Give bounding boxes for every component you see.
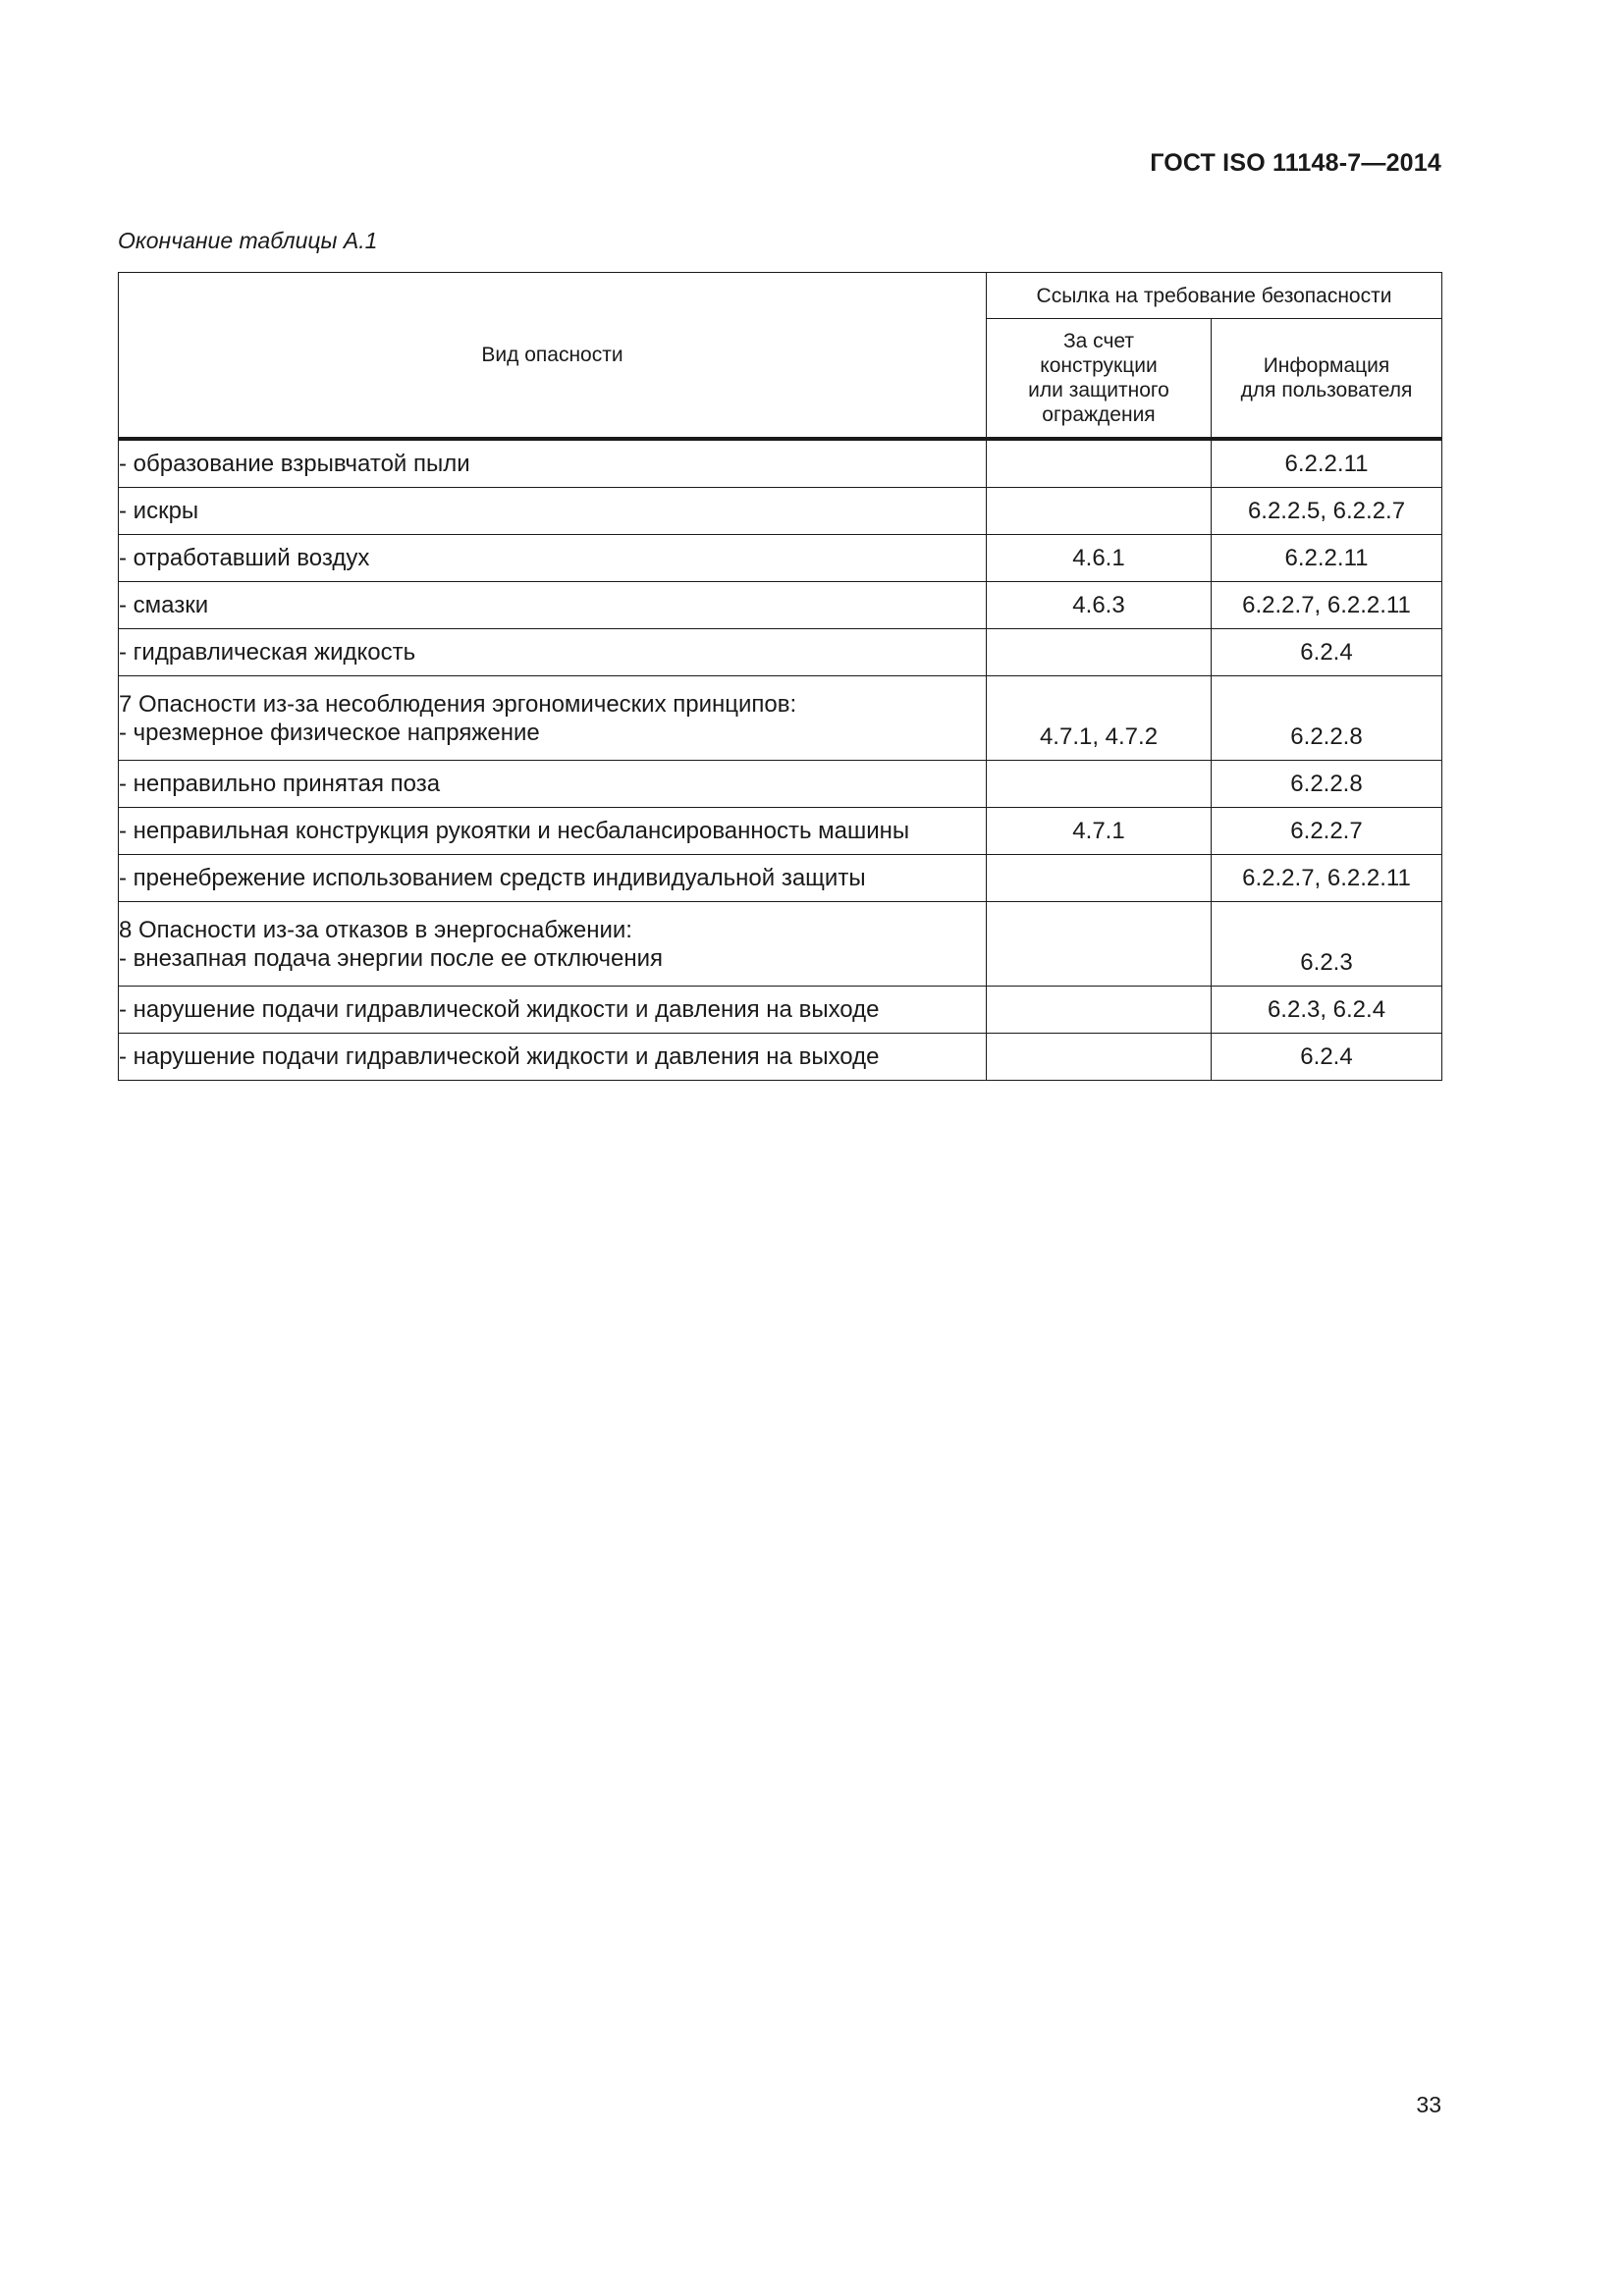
hazards-table xyxy=(118,272,1442,1081)
hazard-text: - искры xyxy=(119,498,199,524)
column-header-safety-reference: Ссылка на требование безопасности xyxy=(987,273,1442,319)
hazard-text: - нарушение подачи гидравлической жидкости и давления на выходе xyxy=(119,1043,880,1070)
hazard-cell xyxy=(119,582,987,629)
hazard-text: - отработавший воздух xyxy=(119,545,370,571)
header-line: Информация xyxy=(1263,354,1390,378)
table-row xyxy=(119,488,1442,535)
table-row xyxy=(119,855,1442,902)
hazard-cell xyxy=(119,1034,987,1081)
page-number: 33 xyxy=(1416,2092,1441,2117)
table-row xyxy=(119,676,1442,761)
design-ref-cell: 4.6.1 xyxy=(987,535,1212,582)
column-header-hazard-type: Вид опасности xyxy=(119,273,987,440)
hazard-text: - неправильная конструкция рукоятки и несбалансированность машины xyxy=(119,818,910,844)
user-info-ref-cell: 6.2.2.8 xyxy=(1212,676,1442,761)
hazard-cell xyxy=(119,439,987,488)
hazard-cell xyxy=(119,535,987,582)
design-ref-cell xyxy=(987,629,1212,676)
hazard-cell xyxy=(119,808,987,855)
hazard-text: - чрезмерное физическое напряжение xyxy=(119,719,540,746)
user-info-ref-cell: 6.2.2.7, 6.2.2.11 xyxy=(1212,855,1442,902)
user-info-ref-cell: 6.2.2.11 xyxy=(1212,535,1442,582)
table-row xyxy=(119,1034,1442,1081)
user-info-ref-cell: 6.2.2.8 xyxy=(1212,761,1442,808)
table-caption: Окончание таблицы А.1 xyxy=(118,228,378,253)
table-row xyxy=(119,902,1442,987)
hazard-cell xyxy=(119,902,987,987)
design-ref-cell xyxy=(987,439,1212,488)
user-info-ref-cell: 6.2.2.7 xyxy=(1212,808,1442,855)
header-line: За счет xyxy=(1062,330,1134,353)
hazard-text: - неправильно принятая поза xyxy=(119,771,441,797)
design-ref-cell xyxy=(987,855,1212,902)
header-line: конструкции xyxy=(1040,354,1158,378)
hazard-cell xyxy=(119,488,987,535)
hazard-text: - нарушение подачи гидравлической жидкости и давления на выходе xyxy=(119,996,880,1023)
standard-code: ГОСТ ISO 11148-7—2014 xyxy=(1150,149,1441,177)
hazard-text: - пренебрежение использованием средств индивидуальной защиты xyxy=(119,865,866,891)
hazard-cell xyxy=(119,855,987,902)
user-info-ref-cell: 6.2.3, 6.2.4 xyxy=(1212,987,1442,1034)
user-info-ref-cell: 6.2.4 xyxy=(1212,629,1442,676)
user-info-ref-cell: 6.2.4 xyxy=(1212,1034,1442,1081)
column-header-user-info xyxy=(1212,319,1442,439)
hazard-text: - образование взрывчатой пыли xyxy=(119,451,470,477)
hazard-cell xyxy=(119,761,987,808)
hazard-cell xyxy=(119,676,987,761)
table-row xyxy=(119,629,1442,676)
hazard-text: - внезапная подача энергии после ее отключения xyxy=(119,944,663,972)
hazard-cell xyxy=(119,987,987,1034)
design-ref-cell xyxy=(987,902,1212,987)
design-ref-cell xyxy=(987,761,1212,808)
table-row xyxy=(119,987,1442,1034)
table-row xyxy=(119,439,1442,488)
table-header xyxy=(119,273,1442,440)
user-info-ref-cell: 6.2.2.11 xyxy=(1212,439,1442,488)
hazard-group-heading: 8 Опасности из-за отказов в энергоснабжении: xyxy=(119,916,632,943)
column-header-by-design xyxy=(987,319,1212,439)
hazard-group-heading: 7 Опасности из-за несоблюдения эргономических принципов: xyxy=(119,690,797,718)
header-line: ограждения xyxy=(1042,403,1156,427)
design-ref-cell xyxy=(987,1034,1212,1081)
user-info-ref-cell: 6.2.2.5, 6.2.2.7 xyxy=(1212,488,1442,535)
design-ref-cell: 4.6.3 xyxy=(987,582,1212,629)
hazard-cell xyxy=(119,629,987,676)
user-info-ref-cell: 6.2.3 xyxy=(1212,902,1442,987)
design-ref-cell: 4.7.1 xyxy=(987,808,1212,855)
design-ref-cell xyxy=(987,488,1212,535)
hazard-text: - гидравлическая жидкость xyxy=(119,639,416,666)
table-row xyxy=(119,582,1442,629)
table-row xyxy=(119,808,1442,855)
design-ref-cell xyxy=(987,987,1212,1034)
table-row xyxy=(119,761,1442,808)
header-line: или защитного xyxy=(1028,379,1169,402)
header-line: для пользователя xyxy=(1240,379,1413,402)
hazard-text: - смазки xyxy=(119,592,209,618)
user-info-ref-cell: 6.2.2.7, 6.2.2.11 xyxy=(1212,582,1442,629)
table-row xyxy=(119,535,1442,582)
design-ref-cell: 4.7.1, 4.7.2 xyxy=(987,676,1212,761)
